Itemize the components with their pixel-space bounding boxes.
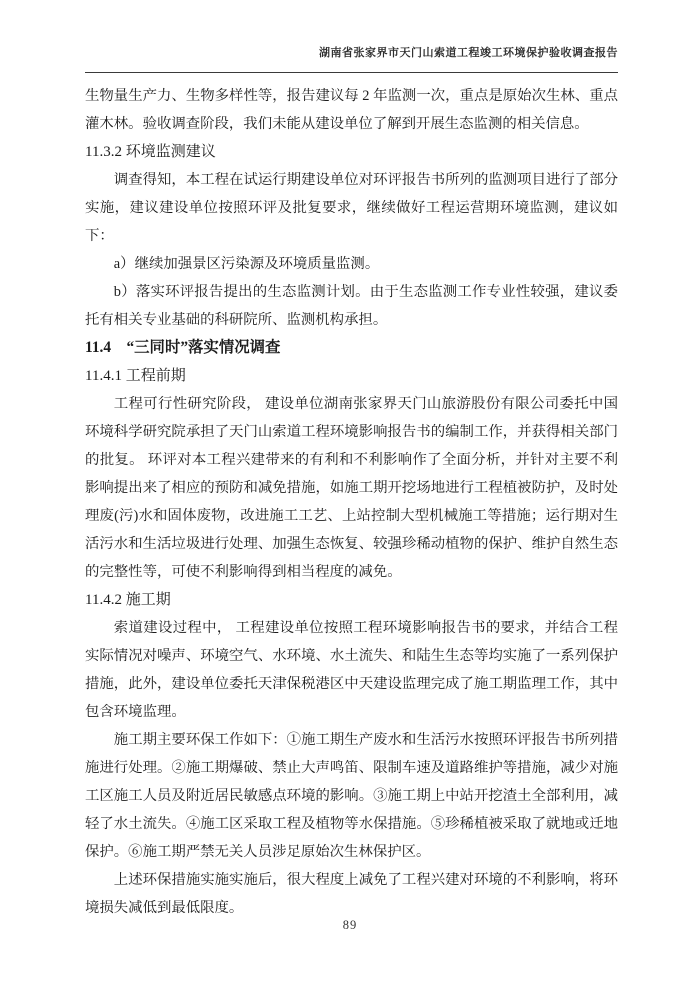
section-heading-11-4-2: 11.4.2 施工期 bbox=[85, 592, 171, 608]
section-heading-11-4-1: 11.4.1 工程前期 bbox=[85, 368, 186, 384]
paragraph-biomass-monitoring: 生物量生产力、生物多样性等，报告建议每 2 年监测一次，重点是原始次生林、重点灌木林。验收调查阶段，我们未能从建设单位了解到开展生态监测的相关信息。 bbox=[85, 88, 618, 132]
document-body bbox=[85, 82, 618, 922]
paragraph-construction-measures: 索道建设过程中， 工程建设单位按照工程环境影响报告书的要求，并结合工程实际情况对噪声、环境空气、水环境、水土流失、和陆生生态等均实施了一系列保护措施，此外，建设单位委托天津保税港区中天建设监理完成了施工期监理工作，其中包含环境监理。 bbox=[85, 620, 618, 720]
paragraph-main-env-work: 施工期主要环保工作如下：①施工期生产废水和生活污水按照环评报告书所列措施进行处理。②施工期爆破、禁止大声鸣笛、限制车速及道路维护等措施，减少对施工区施工人员及附近居民敏感点环境的影响。③施工期上中站开挖渣土全部利用，减轻了水土流失。④施工区采取工程及植物等水保措施。⑤珍稀植被采取了就地或迁地保护。⑥施工期严禁无关人员涉足原始次生林保护区。 bbox=[85, 732, 618, 860]
page-header bbox=[0, 0, 700, 73]
paragraph-conclusion: 上述环保措施实施实施后，很大程度上减免了工程兴建对环境的不利影响，将环境损失减低到最低限度。 bbox=[85, 872, 618, 916]
paragraph-monitoring-suggestion: 调查得知，本工程在试运行期建设单位对环评报告书所列的监测项目进行了部分实施，建议建设单位按照环评及批复要求，继续做好工程运营期环境监测，建议如下： bbox=[85, 172, 618, 244]
section-heading-11-4: 11.4 “三同时”落实情况调查 bbox=[85, 339, 281, 356]
page-footer bbox=[0, 916, 700, 934]
page-number: 89 bbox=[342, 918, 358, 932]
running-header: 湖南省张家界市天门山索道工程竣工环境保护验收调查报告 bbox=[319, 47, 618, 59]
section-heading-11-3-2: 11.3.2 环境监测建议 bbox=[85, 144, 216, 160]
header-rule bbox=[85, 72, 618, 73]
paragraph-feasibility-stage: 工程可行性研究阶段， 建设单位湖南张家界天门山旅游股份有限公司委托中国环境科学研究院承担了天门山索道工程环境影响报告书的编制工作，并获得相关部门的批复。 环评对本工程兴建带来的有利和不利影响作了全面分析，并针对主要不利影响提出来了相应的预防和减免措施，如施工期开挖场地进行工程植被防护，及时处理废(污)水和固体废物，改进施工工艺、上站控制大型机械施工等措施；运行期对生活污水和生活垃圾进行处理、加强生态恢复、较强珍稀动植物的保护、维护自然生态的完整性等，可使不利影响得到相当程度的减免。 bbox=[85, 396, 618, 580]
list-item-b: b）落实环评报告提出的生态监测计划。由于生态监测工作专业性较强，建议委托有相关专业基础的科研院所、监测机构承担。 bbox=[85, 284, 618, 328]
list-item-a: a）继续加强景区污染源及环境质量监测。 bbox=[113, 256, 380, 272]
